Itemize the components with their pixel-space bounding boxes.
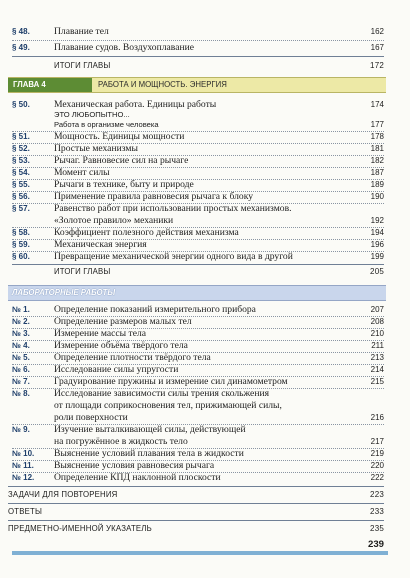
lab-number: № 6.	[12, 365, 30, 374]
section-number: § 49.	[12, 43, 30, 52]
lab-title: Исследование зависимости силы трения скольжения	[54, 388, 269, 399]
lab-title: Изучение выталкивающей силы, действующей	[54, 424, 246, 435]
page-ref: 177	[370, 120, 384, 129]
lab-title: Определение показаний измерительного прибора	[54, 304, 256, 315]
toc-row[interactable]	[0, 42, 410, 54]
lab-row-continuation[interactable]	[0, 436, 410, 448]
page-ref: 187	[370, 168, 384, 177]
section-title: Равенство работ при использовании простых механизмов.	[54, 203, 292, 214]
section-number: § 59.	[12, 240, 30, 249]
lab-title: Измерение массы тела	[54, 328, 147, 339]
page-ref: 215	[370, 377, 384, 386]
page-ref: 196	[370, 240, 384, 249]
toc-row[interactable]	[0, 203, 410, 215]
section-title: Превращение механической энергии одного вида в другой	[54, 251, 293, 262]
page-ref: 214	[370, 365, 384, 374]
page-ref: 211	[371, 341, 384, 350]
lab-title-continued: роли поверхности	[54, 412, 128, 423]
page-ref: 223	[370, 490, 384, 499]
lab-number: № 8.	[12, 389, 30, 398]
lab-title: Измерение объёма твёрдого тела	[54, 340, 188, 351]
lab-number: № 11.	[12, 461, 34, 470]
page-ref: 235	[370, 524, 384, 533]
chapter-label: ГЛАВА 4	[8, 78, 92, 92]
divider	[8, 486, 384, 487]
section-number: § 51.	[12, 132, 30, 141]
lab-row[interactable]	[0, 424, 410, 436]
section-number: § 53.	[12, 156, 30, 165]
lab-title: Градуирование пружины и измерение сил динамометром	[54, 376, 288, 387]
lab-number: № 10.	[12, 449, 35, 458]
page-ref: 199	[370, 252, 384, 261]
toc-row[interactable]	[0, 143, 410, 155]
page-ref: 194	[370, 228, 384, 237]
page-ref: 172	[370, 61, 384, 70]
section-title-continued: «Золотое правило» механики	[54, 215, 174, 226]
page-ref: 222	[370, 473, 384, 482]
section-number: § 48.	[12, 27, 30, 36]
lab-number: № 1.	[12, 305, 30, 314]
lab-number: № 2.	[12, 317, 30, 326]
section-number: § 57.	[12, 204, 30, 213]
sidebar-note-row[interactable]	[0, 120, 410, 130]
backmatter-row[interactable]	[0, 489, 410, 501]
note-heading: ЭТО ЛЮБОПЫТНО...	[54, 110, 130, 119]
divider	[12, 264, 384, 265]
sidebar-note-heading	[0, 110, 410, 120]
lab-title-continued: от площади соприкосновения тел, прижимающей силы,	[54, 400, 282, 411]
note-title: Работа в организме человека	[54, 120, 159, 129]
page-ref: 210	[370, 329, 384, 338]
section-title: Мощность. Единицы мощности	[54, 131, 185, 142]
lab-row[interactable]	[0, 352, 410, 364]
lab-number: № 4.	[12, 341, 30, 350]
section-title: Механическая энергия	[54, 239, 147, 250]
toc-row[interactable]	[0, 191, 410, 203]
lab-row[interactable]	[0, 460, 410, 472]
section-title: Плавание судов. Воздухоплавание	[54, 42, 194, 53]
summary-title: ИТОГИ ГЛАВЫ	[54, 267, 111, 276]
lab-title: Выяснение условия равновесия рычага	[54, 460, 215, 471]
footer-bar	[12, 551, 388, 555]
page-ref: 216	[370, 413, 384, 422]
section-title: Простые механизмы	[54, 143, 138, 154]
labs-heading[interactable]	[8, 285, 386, 301]
lab-row[interactable]	[0, 304, 410, 316]
lab-row[interactable]	[0, 316, 410, 328]
page-ref: 190	[370, 192, 384, 201]
backmatter-row[interactable]	[0, 523, 410, 535]
lab-row-continuation[interactable]	[0, 412, 410, 424]
toc-row[interactable]	[0, 239, 410, 251]
lab-number: № 9.	[12, 425, 30, 434]
page-ref: 205	[370, 267, 384, 276]
divider	[8, 520, 384, 521]
lab-title: Выяснение условий плавания тела в жидкости	[54, 448, 244, 459]
section-number: § 60.	[12, 252, 30, 261]
section-title: Рычаги в технике, быту и природе	[54, 179, 194, 190]
labs-title: ЛАБОРАТОРНЫЕ РАБОТЫ	[12, 288, 116, 297]
divider	[8, 503, 384, 504]
chapter-summary-row[interactable]	[0, 60, 410, 72]
toc-row[interactable]	[0, 26, 410, 38]
page-ref: 162	[370, 27, 384, 36]
lab-number: № 3.	[12, 329, 30, 338]
section-title: Применение правила равновесия рычага к блоку	[54, 191, 254, 202]
section-title: Момент силы	[54, 167, 110, 178]
lab-row-continuation[interactable]	[0, 400, 410, 412]
lab-row[interactable]	[0, 472, 410, 484]
backmatter-title: ПРЕДМЕТНО-ИМЕННОЙ УКАЗАТЕЛЬ	[8, 524, 152, 533]
section-number: § 55.	[12, 180, 30, 189]
page-ref: 207	[370, 305, 384, 314]
lab-row[interactable]	[0, 340, 410, 352]
page-ref: 174	[370, 100, 384, 109]
section-title: Рычаг. Равновесие сил на рычаге	[54, 155, 189, 166]
lab-number: № 7.	[12, 377, 30, 386]
page-ref: 217	[370, 437, 384, 446]
toc-row-continuation[interactable]	[0, 215, 410, 227]
lab-row[interactable]	[0, 388, 410, 400]
section-number: § 50.	[12, 100, 30, 109]
page-ref: 182	[370, 156, 384, 165]
toc-row[interactable]	[0, 155, 410, 167]
page-number: 239	[367, 539, 384, 550]
toc-row[interactable]	[0, 251, 410, 263]
lab-title: Определение размеров малых тел	[54, 316, 192, 327]
lab-row[interactable]	[0, 364, 410, 376]
lab-title: Определение плотности твёрдого тела	[54, 352, 211, 363]
page-ref: 213	[370, 353, 384, 362]
page-ref: 189	[370, 180, 384, 189]
page-ref: 192	[370, 216, 384, 225]
summary-title: ИТОГИ ГЛАВЫ	[54, 61, 111, 70]
page-ref: 220	[370, 461, 384, 470]
page-ref: 219	[370, 449, 384, 458]
backmatter-row[interactable]	[0, 506, 410, 518]
lab-number: № 5.	[12, 353, 30, 362]
lab-title: Определение КПД наклонной плоскости	[54, 472, 221, 483]
divider	[12, 40, 384, 41]
chapter-summary-row[interactable]	[0, 266, 410, 278]
section-title: Плавание тел	[54, 26, 109, 37]
lab-row[interactable]	[0, 448, 410, 460]
chapter-title: РАБОТА И МОЩНОСТЬ. ЭНЕРГИЯ	[98, 80, 227, 89]
page-ref: 181	[370, 144, 384, 153]
section-title: Механическая работа. Единицы работы	[54, 99, 217, 110]
page-ref: 233	[370, 507, 384, 516]
page-ref: 208	[370, 317, 384, 326]
page-ref: 167	[370, 43, 384, 52]
chapter-4-heading[interactable]	[8, 77, 386, 93]
lab-row[interactable]	[0, 328, 410, 340]
lab-row[interactable]	[0, 376, 410, 388]
lab-number: № 12.	[12, 473, 35, 482]
section-number: § 58.	[12, 228, 30, 237]
lab-title: Исследование силы упругости	[54, 364, 179, 375]
toc-row[interactable]	[0, 227, 410, 239]
backmatter-title: ЗАДАЧИ ДЛЯ ПОВТОРЕНИЯ	[8, 490, 118, 499]
backmatter-title: ОТВЕТЫ	[8, 507, 43, 516]
divider	[12, 56, 384, 57]
lab-title-continued: на погружённое в жидкость тело	[54, 436, 188, 447]
toc-row[interactable]	[0, 131, 410, 143]
toc-row[interactable]	[0, 179, 410, 191]
section-number: § 52.	[12, 144, 30, 153]
section-title: Коэффициент полезного действия механизма	[54, 227, 239, 238]
section-number: § 56.	[12, 192, 30, 201]
toc-row[interactable]	[0, 167, 410, 179]
page-ref: 178	[370, 132, 384, 141]
section-number: § 54.	[12, 168, 30, 177]
